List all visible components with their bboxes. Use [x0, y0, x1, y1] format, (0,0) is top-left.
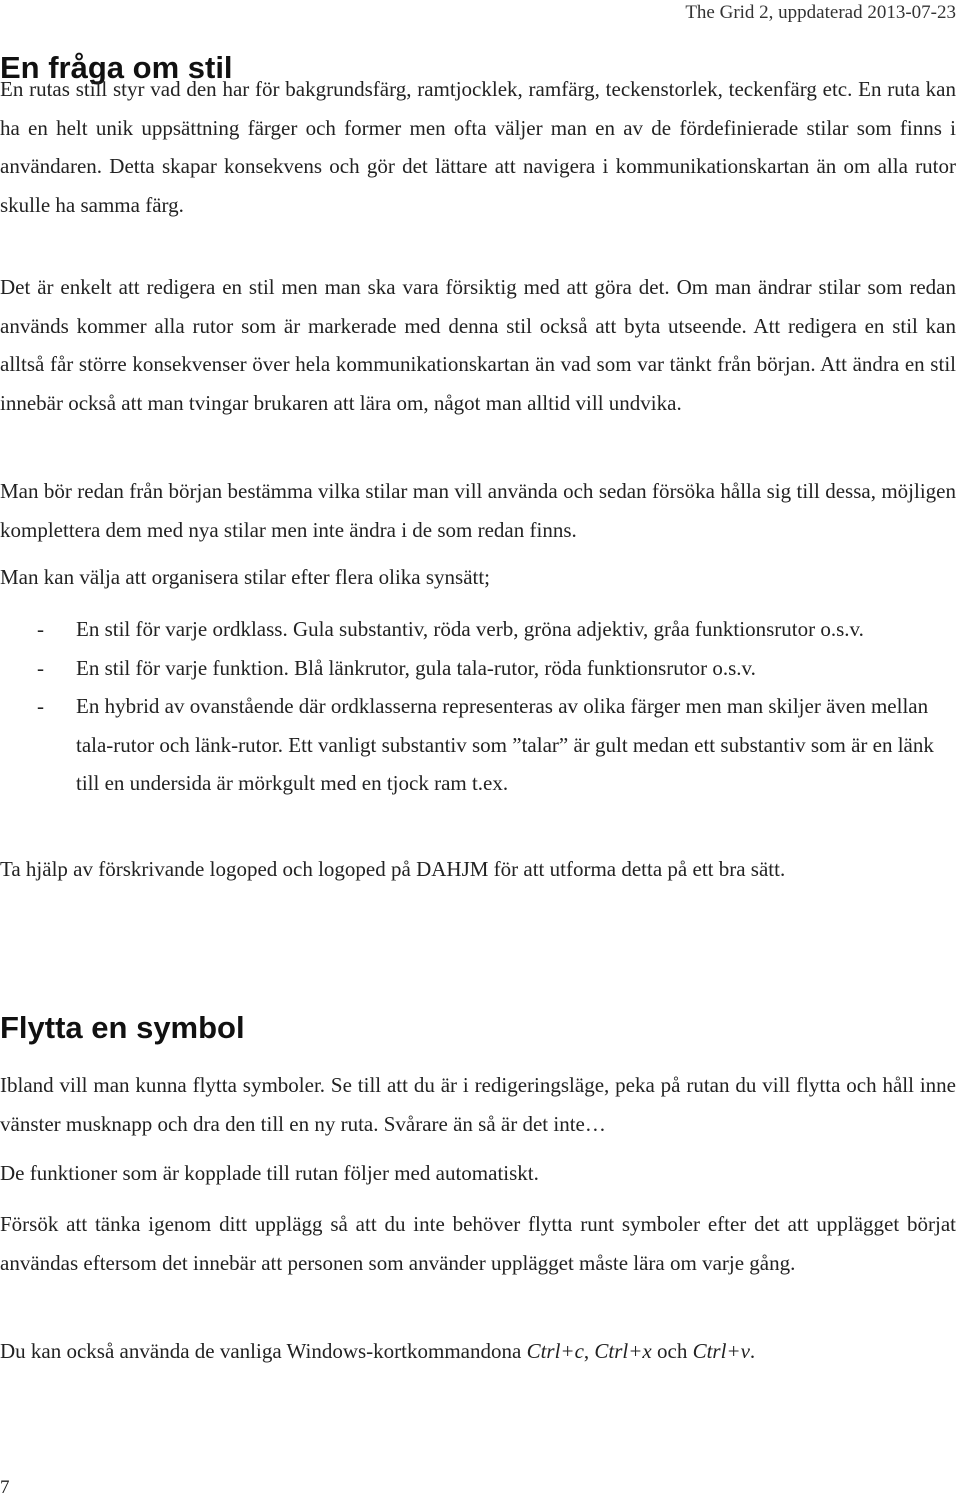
list-item-text: En stil för varje funktion. Blå länkrutor, gula tala-rutor, röda funktionsrutor o.s.v. — [76, 655, 756, 680]
paragraph-style-organize: Man kan välja att organisera stilar efter flera olika synsätt; — [0, 565, 491, 589]
shortcut-cut: Ctrl+x — [594, 1339, 652, 1363]
paragraph-move-intro: Ibland vill man kunna flytta symboler. Se till att du är i redigeringsläge, peka på rutan du vill flytta och håll inne vänster musknapp och dra den till en ny ruta. Svårare än så är det inte… — [0, 1073, 956, 1136]
section-title-style: En fråga om stil — [0, 50, 233, 85]
list-item — [0, 687, 956, 803]
list-item — [0, 649, 956, 688]
page-header: The Grid 2, uppdaterad 2013-07-23 — [685, 2, 956, 23]
paragraph-move-functions: De funktioner som är kopplade till rutan följer med automatiskt. — [0, 1161, 539, 1185]
list-dash: - — [37, 617, 44, 641]
shortcuts-end: . — [749, 1339, 756, 1363]
paragraph-style-help: Ta hjälp av förskrivande logoped och logoped på DAHJM för att utforma detta på ett bra sätt. — [0, 857, 786, 881]
shortcuts-prefix: Du kan också använda de vanliga Windows-kortkommandona — [0, 1339, 527, 1363]
shortcut-separator: , — [583, 1339, 595, 1363]
shortcut-paste: Ctrl+v — [692, 1339, 750, 1363]
list-item — [0, 610, 956, 649]
list-dash: - — [37, 694, 44, 718]
paragraph-shortcuts — [0, 1332, 956, 1371]
paragraph-move-plan: Försök att tänka igenom ditt upplägg så att du inte behöver flytta runt symboler efter det att upplägget börjat användas eftersom det innebär att personen som använder upplägget måste lära om varje gång. — [0, 1212, 956, 1275]
list-dash: - — [37, 655, 44, 680]
list-item-text: En hybrid av ovanstående där ordklasserna representeras av olika färger men man skiljer även mellan tala-rutor och länk-rutor. Ett vanligt substantiv som ”talar” är gult medan ett substantiv som är en länk till en undersida är mörkgult med en tjock ram t.ex. — [76, 694, 934, 795]
list-item-text: En stil för varje ordklass. Gula substantiv, röda verb, gröna adjektiv, gråa funktionsrutor o.s.v. — [76, 617, 864, 641]
paragraph-style-plan: Man bör redan från början bestämma vilka stilar man vill använda och sedan försöka hålla sig till dessa, möjligen komplettera dem med nya stilar men inte ändra i de som redan finns. — [0, 479, 956, 542]
paragraph-style-caution: Det är enkelt att redigera en stil men man ska vara försiktig med att göra det. Om man ändrar stilar som redan används kommer alla rutor som är markerade med denna stil också att byta utseende. Att redigera en stil kan alltså får större konsekvenser över hela kommunikationskartan än vad som var tänkt från början. Att ändra en stil innebär också att man tvingar brukaren att lära om, något man alltid vill undvika. — [0, 275, 956, 415]
page-number: 7 — [0, 1477, 10, 1498]
shortcut-copy: Ctrl+c — [526, 1339, 584, 1363]
shortcut-separator: och — [651, 1339, 693, 1363]
section-title-move-symbol: Flytta en symbol — [0, 1010, 245, 1045]
style-options-list — [0, 610, 956, 803]
paragraph-style-intro: En rutas still styr vad den har för bakgrundsfärg, ramtjocklek, ramfärg, teckenstorlek, teckenfärg etc. En ruta kan ha en helt unik uppsättning färger och former men ofta väljer man en av de fördefinierade stilar som finns i användaren. Detta skapar konsekvens och gör det lättare att navigera i kommunikationskartan än om alla rutor skulle ha samma färg. — [0, 77, 956, 217]
